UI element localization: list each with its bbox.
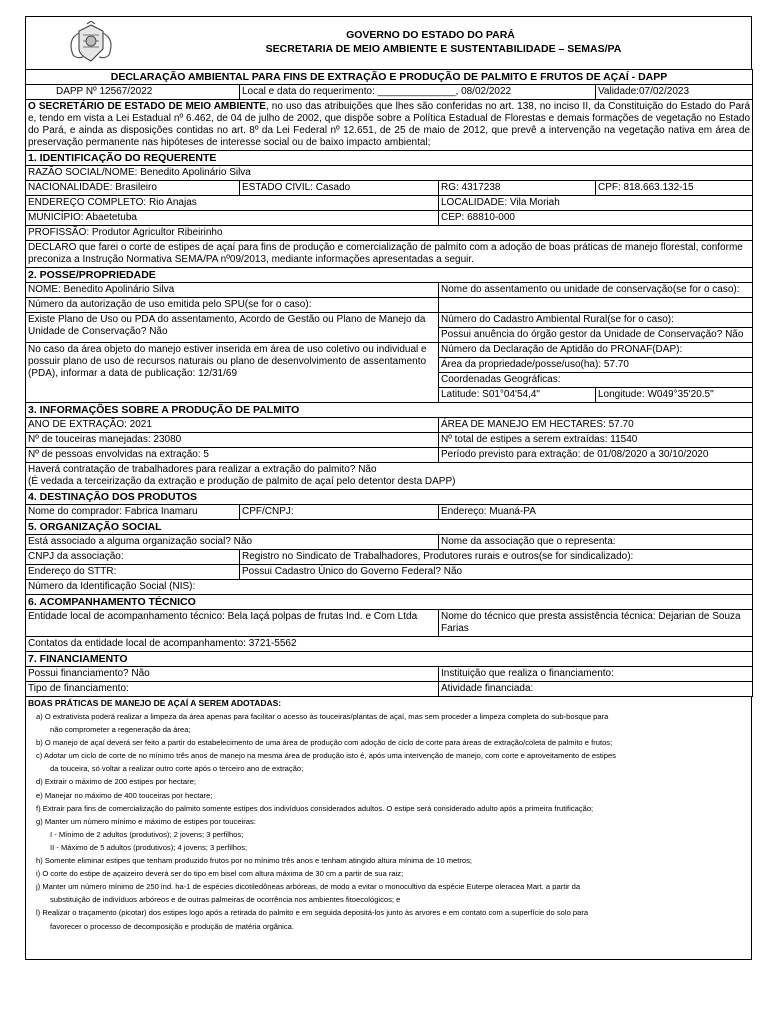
practice-line: e) Manejar no máximo de 400 touceiras por hectare; — [36, 790, 213, 800]
field-instituicao: Instituição que realiza o financiamento: — [439, 667, 753, 682]
field-cpf: CPF: 818.663.132-15 — [596, 181, 753, 196]
field-entidade: Entidade local de acompanhamento técnico: Bela Iaçá polpas de frutas Ind. e Com Ltda — [26, 610, 439, 637]
practice-line: substituição de indivíduos arbóreos e de outras palmeiras de ocorrência nos ambientes fitoecológicos; e — [50, 895, 401, 905]
field-rg: RG: 4317238 — [439, 181, 596, 196]
field-atividade-financiada: Atividade financiada: — [439, 682, 753, 697]
form-table — [25, 69, 753, 697]
practice-line: d) Extrair o máximo de 200 estipes por hectare; — [36, 777, 196, 787]
government-heading — [26, 28, 751, 56]
practice-line: da touceira, só voltar a realizar outro corte após o terceiro ano de extração; — [50, 764, 304, 774]
practice-line: l) Realizar o traçamento (picotar) dos estipes logo após a retirada do palmito e em seguida depositá-los junto às arvores e em contato com a superfície do solo para — [36, 908, 589, 918]
field-car: Número do Cadastro Ambiental Rural(se for o caso): — [439, 313, 753, 328]
field-municipio: MUNICÍPIO: Abaetetuba — [26, 211, 439, 226]
field-endereco-sttr: Endereço do STTR: — [26, 565, 240, 580]
field-contratacao — [26, 463, 753, 490]
section-7-title: 7. FINANCIAMENTO — [26, 652, 753, 667]
field-razao-social: RAZÃO SOCIAL/NOME: Benedito Apolinário Silva — [26, 166, 753, 181]
field-area-coletiva: No caso da área objeto do manejo estiver inserida em área de uso coletivo ou individual e possuir plano de uso de recursos naturais ou plano de desenvolvimento de assentamento (PDA), informar a data de publicação: 12/31/69 — [26, 343, 439, 403]
practices-list — [28, 710, 749, 933]
field-possui-financiamento: Possui financiamento? Não — [26, 667, 439, 682]
field-autorizacao-spu: Número da autorização de uso emitida pelo SPU(se for o caso): — [26, 298, 439, 313]
field-touceiras: Nº de touceiras manejadas: 23080 — [26, 433, 439, 448]
document-header — [25, 16, 752, 69]
field-assentamento: Nome do assentamento ou unidade de conservação(se for o caso): — [439, 283, 753, 298]
government-name: GOVERNO DO ESTADO DO PARÁ — [346, 29, 515, 41]
intro-paragraph — [26, 100, 753, 151]
secretariat-name: SECRETARIA DE MEIO AMBIENTE E SUSTENTABILIDADE – SEMAS/PA — [265, 43, 622, 55]
field-tipo-financiamento: Tipo de financiamento: — [26, 682, 439, 697]
field-plano-uso: Existe Plano de Uso ou PDA do assentamento, Acordo de Gestão ou Plano de Manejo da Unidade de Conservação? Não — [26, 313, 439, 343]
good-practices-block — [25, 697, 752, 960]
practice-line: j) Manter um número mínimo de 250 ind. ha-1 de espécies dicotiledôneas arbóreas, de modo a evitar o monocultivo da espécie Euterpe oleracea Mart. a partir da — [36, 882, 581, 892]
section-2-title: 2. POSSE/PROPRIEDADE — [26, 268, 753, 283]
field-nis: Número da Identificação Social (NIS): — [26, 580, 753, 595]
document-sheet — [25, 16, 752, 988]
practice-line: c) Adotar um ciclo de corte de no mínimo três anos de manejo na mesma área de produção isto é, após uma intervenção de manejo, com corte e aproveitamento de estipes — [36, 751, 616, 761]
field-registro-sindicato: Registro no Sindicato de Trabalhadores, Produtores rurais e outros(se for sindicalizado): — [240, 550, 753, 565]
field-cnpj-associacao: CNPJ da associação: — [26, 550, 240, 565]
field-dap: Número da Declaração de Aptidão do PRONAF(DAP): — [439, 343, 753, 358]
field-nome-associacao: Nome da associação que o representa: — [439, 535, 753, 550]
document-title: DECLARAÇÃO AMBIENTAL PARA FINS DE EXTRAÇÃO E PRODUÇÃO DE PALMITO E FRUTOS DE AÇAÍ - DAPP — [26, 70, 753, 85]
dapp-number: DAPP Nº 12567/2022 — [26, 85, 240, 100]
section-3-title: 3. INFORMAÇÕES SOBRE A PRODUÇÃO DE PALMITO — [26, 403, 753, 418]
practices-title: BOAS PRÁTICAS DE MANEJO DE AÇAÍ A SEREM ADOTADAS: — [28, 698, 282, 708]
practice-line: I - Mínimo de 2 adultos (produtivos); 2 jovens; 3 perfilhos; — [50, 829, 244, 839]
practice-line: b) O manejo de açaí deverá ser feito a partir do estabelecimento de uma área de produção com adoção de ciclo de corte para áreas de extração/coleta de palmito e frutos; — [36, 738, 613, 748]
empty-cell — [439, 298, 753, 313]
field-area-manejo: ÁREA DE MANEJO EM HECTARES: 57.70 — [439, 418, 753, 433]
field-pessoas: Nº de pessoas envolvidas na extração: 5 — [26, 448, 439, 463]
practice-line: i) O corte do estipe de açaizeiro deverá ser do tipo em bisel com altura máxima de 30 cm a partir de sua raiz; — [36, 869, 404, 879]
practice-line: II - Máximo de 5 adultos (produtivos); 4 jovens; 3 perfilhos; — [50, 842, 248, 852]
practice-line: favorecer o processo de decomposição e produção de matéria orgânica. — [50, 921, 294, 931]
field-tecnico: Nome do técnico que presta assistência técnica: Dejarian de Souza Farias — [439, 610, 753, 637]
section-4-title: 4. DESTINAÇÃO DOS PRODUTOS — [26, 490, 753, 505]
field-anuencia: Possui anuência do órgão gestor da Unidade de Conservação? Não — [439, 328, 753, 343]
practice-line: h) Somente eliminar estipes que tenham produzido frutos por no mínimo três anos e tenham atingido altura mínima de 10 metros; — [36, 856, 473, 866]
field-ano-extracao: ANO DE EXTRAÇÃO: 2021 — [26, 418, 439, 433]
field-cpf-cnpj: CPF/CNPJ: — [240, 505, 439, 520]
field-periodo: Período previsto para extração: de 01/08/2020 a 30/10/2020 — [439, 448, 753, 463]
terceirizacao-text: (É vedada a terceirização da extração e produção de palmito de açaí pelo detentor desta DAPP) — [28, 476, 456, 487]
field-comprador: Nome do comprador: Fabrica Inamaru — [26, 505, 240, 520]
field-nacionalidade: NACIONALIDADE: Brasileiro — [26, 181, 240, 196]
field-area-propriedade: Área da propriedade/posse/uso(ha): 57.70 — [439, 358, 753, 373]
field-cadunico: Possui Cadastro Único do Governo Federal? Não — [240, 565, 753, 580]
declaration-text: DECLARO que farei o corte de estipes de açaí para fins de produção e comercialização de palmito com a adoção de boas práticas de manejo florestal, conforme preconiza a Instrução Normativa SEMA/PA nº09/2013, mediante informações apresentadas a seguir. — [26, 241, 753, 268]
contratacao-text: Haverá contratação de trabalhadores para realizar a extração do palmito? Não — [28, 464, 377, 475]
field-endereco-comprador: Endereço: Muaná-PA — [439, 505, 753, 520]
practice-line: a) O extrativista poderá realizar a limpeza da área apenas para facilitar o acesso às touceiras/plantas de açaí, mas sem proceder a limpeza completa do sub-bosque para — [36, 712, 609, 721]
field-profissao: PROFISSÃO: Produtor Agricultor Ribeirinho — [26, 226, 753, 241]
field-latitude: Latitude: S01°04'54,4" — [439, 388, 596, 403]
field-coordenadas: Coordenadas Geográficas: — [439, 373, 753, 388]
field-longitude: Longitude: W049°35'20.5" — [596, 388, 753, 403]
practice-line: f) Extrair para fins de comercialização do palmito somente estipes dos indivíduos considerados adultos. O estipe será considerado adulto após a primeira frutificação; — [36, 803, 594, 813]
intro-bold: O SECRETÁRIO DE ESTADO DE MEIO AMBIENTE — [28, 101, 266, 112]
field-nome-posse: NOME: Benedito Apolinário Silva — [26, 283, 439, 298]
field-contatos: Contatos da entidade local de acompanhamento: 3721-5562 — [26, 637, 753, 652]
intro-text: , no uso das atribuições que lhes são conferidas no art. 138, no inciso II, da Constituição do Estado do Pará e, tendo em vista a Lei Estadual nº 6.462, de 04 de julho de 2002, que dispõe sobre a Política Estadual de Florestas e demais formações de vegetação no Estado do Pará, e ainda as disposições contidas no art. 8º da Lei Federal nº 12.651, de 25 de maio de 2012, que prevê a intervenção na vegetação nativa em área de preservação permanente nas hipóteses de interesse social ou de baixo impacto ambiental; — [28, 101, 751, 148]
field-endereco: ENDEREÇO COMPLETO: Rio Anajas — [26, 196, 439, 211]
practice-line: não comprometer a regeneração da área; — [50, 725, 191, 735]
field-localidade: LOCALIDADE: Vila Moriah — [439, 196, 753, 211]
field-cep: CEP: 68810-000 — [439, 211, 753, 226]
field-associado: Está associado a alguma organização social? Não — [26, 535, 439, 550]
section-5-title: 5. ORGANIZAÇÃO SOCIAL — [26, 520, 753, 535]
validity-date: Validade:07/02/2023 — [596, 85, 753, 100]
request-location-date: Local e data do requerimento: ______________, 08/02/2022 — [240, 85, 596, 100]
section-6-title: 6. ACOMPANHAMENTO TÉCNICO — [26, 595, 753, 610]
field-estipes: Nº total de estipes a serem extraídas: 11540 — [439, 433, 753, 448]
field-estado-civil: ESTADO CIVIL: Casado — [240, 181, 439, 196]
practice-line: g) Manter um número mínimo e máximo de estipes por touceiras: — [36, 816, 256, 826]
section-1-title: 1. IDENTIFICAÇÃO DO REQUERENTE — [26, 151, 753, 166]
